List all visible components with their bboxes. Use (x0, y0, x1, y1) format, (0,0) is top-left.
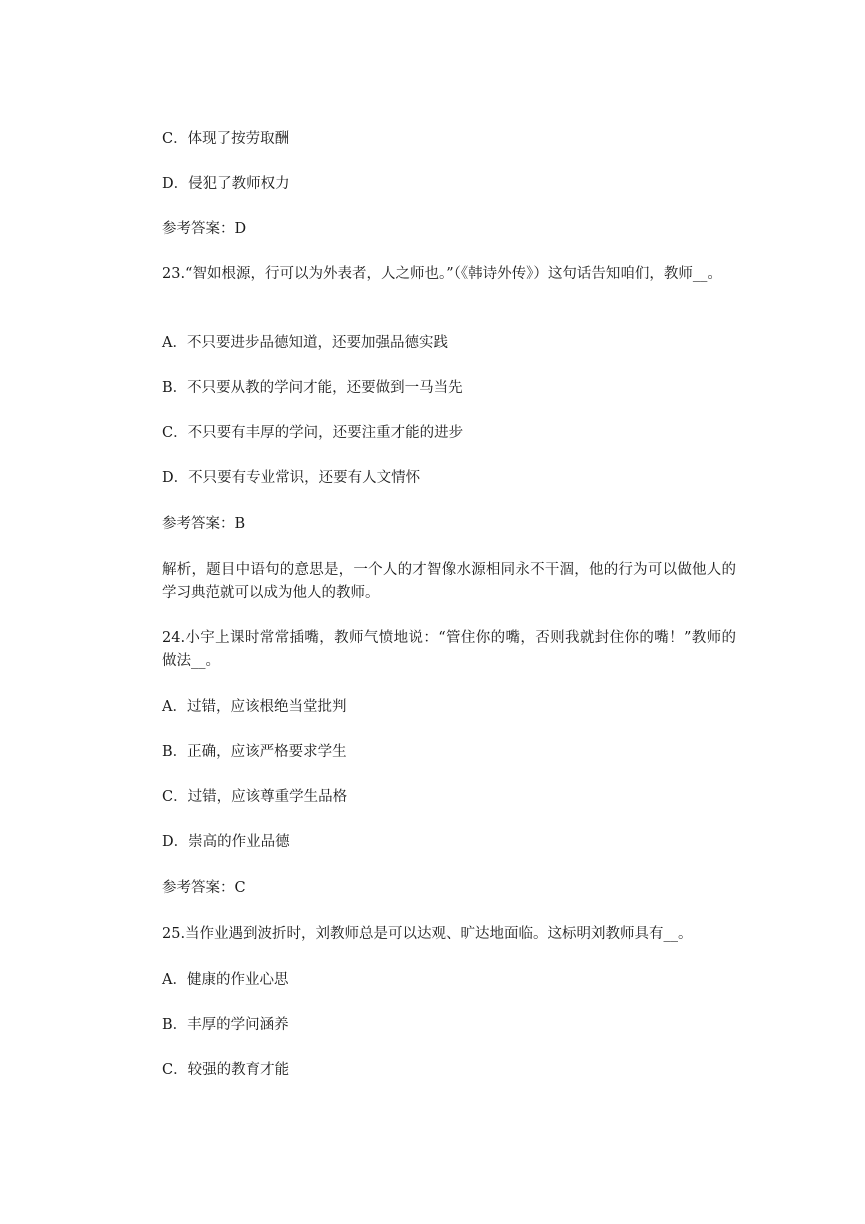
q23-answer: 参考答案：B (162, 516, 246, 532)
q22-answer: 参考答案：D (162, 221, 247, 237)
q22-option-c: C．体现了按劳取酬 (162, 131, 290, 147)
q23-option-a: A．不只要进步品德知道，还要加强品德实践 (162, 335, 448, 351)
q22-option-d: D．侵犯了教师权力 (162, 176, 290, 192)
q24-answer: 参考答案：C (162, 880, 246, 896)
q24-option-d: D．崇高的作业品德 (162, 834, 290, 850)
q23-analysis: 解析，题目中语句的意思是，一个人的才智像水源相同永不干涸，他的行为可以做他人的学习典范就可以成为他人的教师。 (162, 562, 736, 601)
q23-option-b: B．不只要从教的学问才能，还要做到一马当先 (162, 380, 463, 396)
q25-option-b: B．丰厚的学问涵养 (162, 1017, 289, 1033)
q23-question: 23.“智如根源，行可以为外表者，人之师也。”（《韩诗外传》）这句话告知咱们，教师__。 (162, 266, 722, 282)
q23-option-c: C．不只要有丰厚的学问，还要注重才能的进步 (162, 425, 464, 441)
q23-option-d: D．不只要有专业常识，还要有人文情怀 (162, 470, 421, 486)
q24-option-b: B．正确，应该严格要求学生 (162, 744, 347, 760)
q24-question: 24.小宇上课时常常插嘴，教师气愤地说：“管住你的嘴，否则我就封住你的嘴！”教师的做法__。 (162, 630, 736, 669)
q25-option-a: A．健康的作业心思 (162, 972, 289, 988)
q25-option-c: C．较强的教育才能 (162, 1062, 290, 1078)
q24-option-a: A．过错，应该根绝当堂批判 (162, 699, 347, 715)
q24-option-c: C．过错，应该尊重学生品格 (162, 789, 348, 805)
q25-question: 25.当作业遇到波折时，刘教师总是可以达观、旷达地面临。这标明刘教师具有__。 (162, 926, 693, 942)
